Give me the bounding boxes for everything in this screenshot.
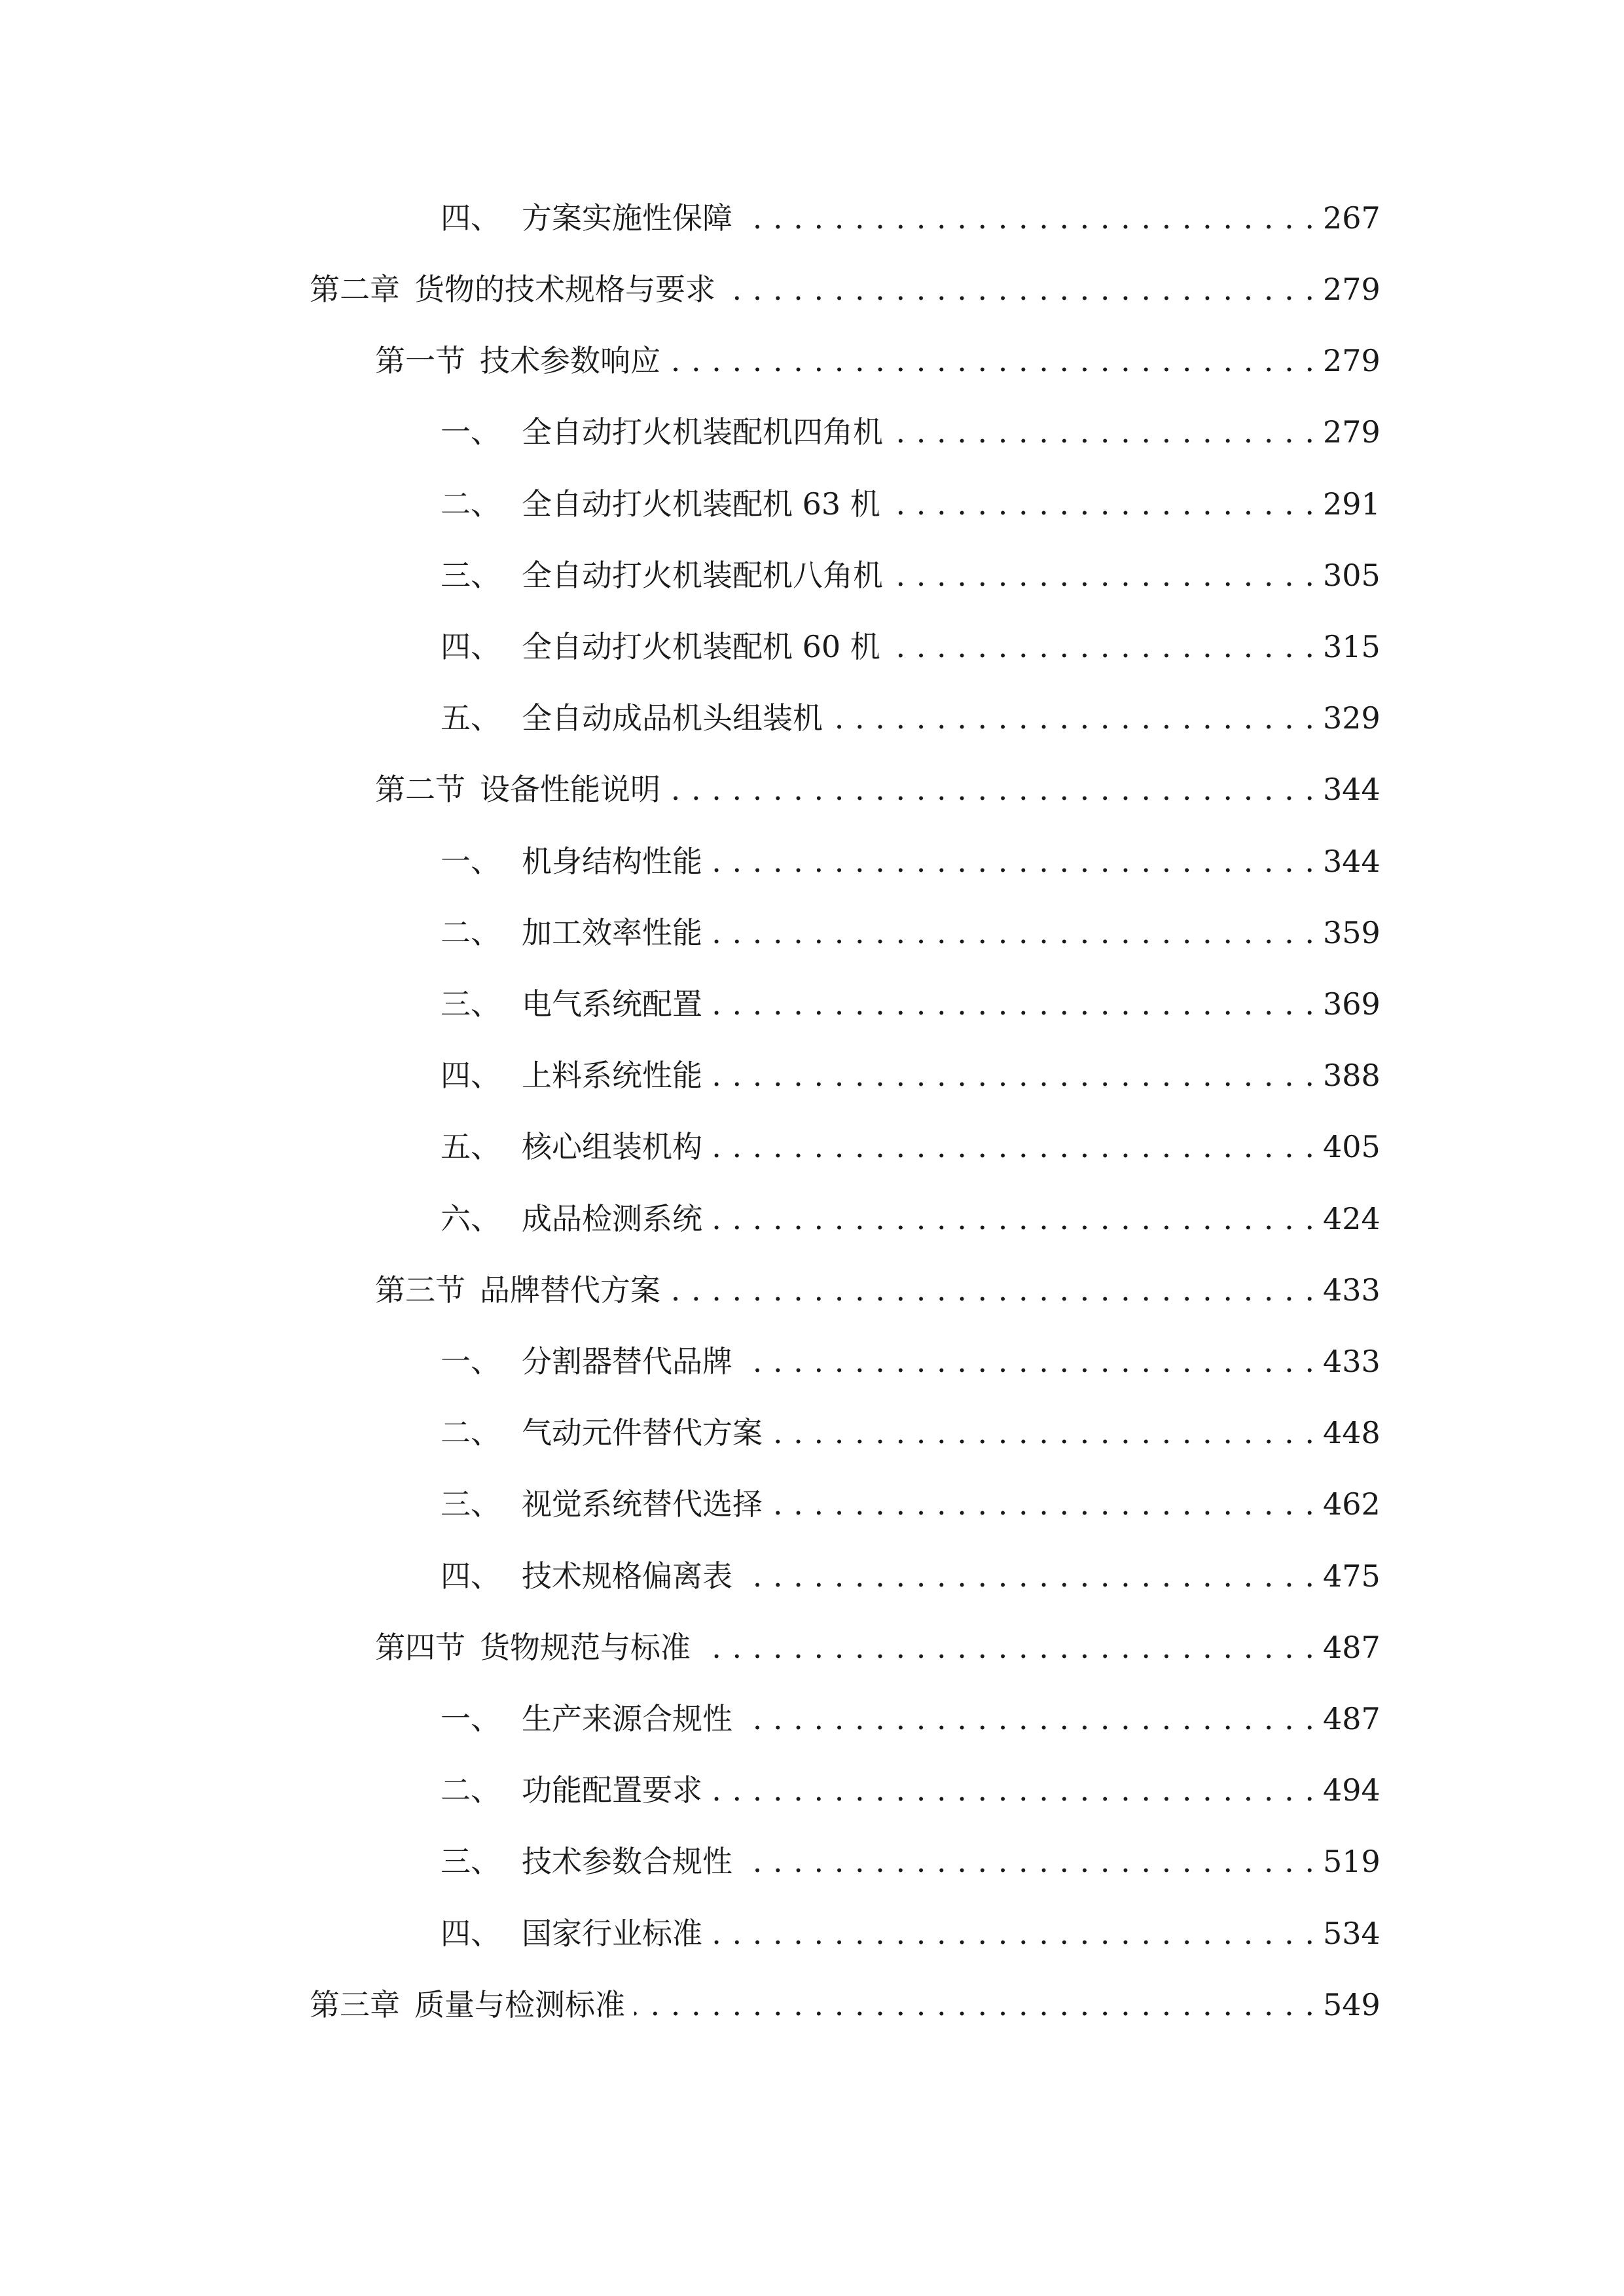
toc-entry-number: 一、 — [441, 414, 501, 450]
toc-entry[interactable] — [441, 552, 1380, 598]
toc-entry-title: 加工效率性能 — [522, 915, 702, 950]
toc-entry-number: 三、 — [441, 1844, 501, 1879]
toc-entry[interactable] — [441, 624, 1380, 670]
toc-entry-number: 二、 — [441, 1415, 501, 1450]
toc-entry-page: 279 — [1323, 272, 1380, 307]
toc-entry-number: 六、 — [441, 1201, 501, 1236]
toc-entry[interactable] — [441, 1910, 1380, 1956]
toc-entry-title: 技术规格偏离表 — [522, 1558, 732, 1594]
toc-entry-page: 305 — [1323, 558, 1380, 593]
toc-entry-number: 二、 — [441, 915, 501, 950]
toc-entry[interactable] — [441, 1767, 1380, 1813]
toc-entry-page: 388 — [1323, 1058, 1380, 1093]
toc-entry-number: 一、 — [441, 1701, 501, 1736]
toc-entry-number: 二、 — [441, 486, 501, 522]
toc-entry[interactable] — [441, 481, 1380, 527]
dot-leader — [742, 195, 1315, 241]
toc-entry-title: 方案实施性保障 — [522, 200, 732, 236]
toc-entry-page: 462 — [1323, 1486, 1380, 1522]
toc-entry[interactable] — [310, 266, 1380, 312]
dot-leader — [892, 552, 1315, 598]
dot-leader — [892, 409, 1315, 455]
toc-entry-page: 279 — [1323, 343, 1380, 378]
toc-entry-title: 技术参数合规性 — [522, 1844, 732, 1879]
toc-entry-page: 549 — [1323, 1987, 1380, 2022]
toc-entry-page: 291 — [1323, 486, 1380, 522]
toc-entry-title: 技术参数响应 — [480, 343, 660, 378]
toc-entry-number: 第四节 — [375, 1630, 465, 1665]
toc-entry[interactable] — [310, 1982, 1380, 2028]
toc-entry[interactable] — [441, 1696, 1380, 1742]
toc-entry[interactable] — [441, 695, 1380, 741]
toc-entry-page: 267 — [1323, 200, 1380, 236]
dot-leader — [742, 1338, 1315, 1384]
toc-entry[interactable] — [441, 1196, 1380, 1242]
dot-leader — [712, 1910, 1315, 1956]
toc-entry-number: 五、 — [441, 1129, 501, 1164]
toc-entry-page: 487 — [1323, 1701, 1380, 1736]
dot-leader — [634, 1982, 1315, 2028]
toc-entry[interactable] — [441, 910, 1380, 956]
toc-entry-page: 487 — [1323, 1630, 1380, 1665]
toc-entry-page: 448 — [1323, 1415, 1380, 1450]
toc-entry-title: 全自动打火机装配机八角机 — [522, 558, 883, 593]
toc-entry-title: 货物的技术规格与要求 — [414, 272, 715, 307]
toc-entry-title: 质量与检测标准 — [414, 1987, 625, 2022]
toc-entry-number: 三、 — [441, 986, 501, 1022]
toc-entry-title: 全自动成品机头组装机 — [522, 700, 823, 736]
toc-entry-title: 全自动打火机装配机四角机 — [522, 414, 883, 450]
toc-entry[interactable] — [375, 766, 1380, 812]
toc-entry-page: 359 — [1323, 915, 1380, 950]
toc-entry-title: 全自动打火机装配机 63 机 — [522, 486, 880, 522]
toc-entry[interactable] — [375, 1624, 1380, 1670]
dot-leader — [700, 1624, 1315, 1670]
dot-leader — [890, 481, 1315, 527]
toc-entry-page: 329 — [1323, 700, 1380, 736]
toc-entry-number: 四、 — [441, 1558, 501, 1594]
dot-leader — [712, 1124, 1315, 1170]
dot-leader — [772, 1481, 1315, 1527]
dot-leader — [742, 1553, 1315, 1599]
dot-leader — [772, 1410, 1315, 1456]
dot-leader — [712, 838, 1315, 884]
toc-entry-title: 核心组装机构 — [522, 1129, 702, 1164]
toc-entry-page: 315 — [1323, 629, 1380, 664]
toc-entry-number: 一、 — [441, 844, 501, 879]
dot-leader — [832, 695, 1315, 741]
toc-entry-number: 三、 — [441, 558, 501, 593]
toc-entry-title: 机身结构性能 — [522, 844, 702, 879]
dot-leader — [670, 1267, 1315, 1313]
dot-leader — [670, 338, 1315, 384]
toc-entry[interactable] — [441, 195, 1380, 241]
toc-entry-page: 494 — [1323, 1772, 1380, 1808]
dot-leader — [712, 1196, 1315, 1242]
toc-entry-title: 视觉系统替代选择 — [522, 1486, 763, 1522]
toc-entry-title: 品牌替代方案 — [480, 1272, 660, 1308]
toc-entry[interactable] — [441, 1124, 1380, 1170]
toc-entry-number: 三、 — [441, 1486, 501, 1522]
dot-leader — [725, 266, 1315, 312]
toc-entry[interactable] — [375, 1267, 1380, 1313]
toc-entry-page: 424 — [1323, 1201, 1380, 1236]
dot-leader — [712, 910, 1315, 956]
toc-entry-title: 电气系统配置 — [522, 986, 702, 1022]
toc-entry[interactable] — [441, 1481, 1380, 1527]
toc-entry-title: 设备性能说明 — [480, 772, 660, 807]
dot-leader — [712, 1052, 1315, 1098]
toc-entry-page: 534 — [1323, 1916, 1380, 1951]
toc-entry-number: 四、 — [441, 200, 501, 236]
toc-entry[interactable] — [441, 1410, 1380, 1456]
toc-entry-page: 433 — [1323, 1272, 1380, 1308]
toc-entry-title: 成品检测系统 — [522, 1201, 702, 1236]
toc-entry-page: 279 — [1323, 414, 1380, 450]
toc-entry-title: 生产来源合规性 — [522, 1701, 732, 1736]
dot-leader — [742, 1696, 1315, 1742]
toc-entry-title: 上料系统性能 — [522, 1058, 702, 1093]
dot-leader — [890, 624, 1315, 670]
toc-entry-number: 第三节 — [375, 1272, 465, 1308]
dot-leader — [670, 766, 1315, 812]
toc-entry-title: 国家行业标准 — [522, 1916, 702, 1951]
toc-entry[interactable] — [375, 338, 1380, 384]
toc-entry-page: 475 — [1323, 1558, 1380, 1594]
toc-entry[interactable] — [441, 1553, 1380, 1599]
toc-entry-number: 四、 — [441, 629, 501, 664]
toc-entry-number: 第二节 — [375, 772, 465, 807]
toc-entry-number: 二、 — [441, 1772, 501, 1808]
toc-entry-title: 分割器替代品牌 — [522, 1344, 732, 1379]
toc-entry[interactable] — [441, 981, 1380, 1027]
toc-entry-page: 369 — [1323, 986, 1380, 1022]
toc-entry-number: 第三章 — [310, 1987, 400, 2022]
toc-entry-number: 四、 — [441, 1916, 501, 1951]
toc-entry-title: 全自动打火机装配机 60 机 — [522, 629, 880, 664]
toc-entry[interactable] — [441, 1839, 1380, 1884]
toc-entry-number: 四、 — [441, 1058, 501, 1093]
toc-entry-number: 第二章 — [310, 272, 400, 307]
toc-entry-page: 433 — [1323, 1344, 1380, 1379]
toc-entry-title: 功能配置要求 — [522, 1772, 702, 1808]
dot-leader — [712, 1767, 1315, 1813]
toc-entry-page: 344 — [1323, 772, 1380, 807]
dot-leader — [742, 1839, 1315, 1884]
toc-entry-page: 405 — [1323, 1129, 1380, 1164]
toc-entry-title: 气动元件替代方案 — [522, 1415, 763, 1450]
toc-entry-number: 一、 — [441, 1344, 501, 1379]
toc-entry-page: 344 — [1323, 844, 1380, 879]
toc-entry-number: 五、 — [441, 700, 501, 736]
toc-entry[interactable] — [441, 1052, 1380, 1098]
toc-entry[interactable] — [441, 409, 1380, 455]
toc-entry[interactable] — [441, 1338, 1380, 1384]
dot-leader — [712, 981, 1315, 1027]
toc-entry-number: 第一节 — [375, 343, 465, 378]
toc-entry-title: 货物规范与标准 — [480, 1630, 691, 1665]
toc-entry[interactable] — [441, 838, 1380, 884]
toc-entry-page: 519 — [1323, 1844, 1380, 1879]
